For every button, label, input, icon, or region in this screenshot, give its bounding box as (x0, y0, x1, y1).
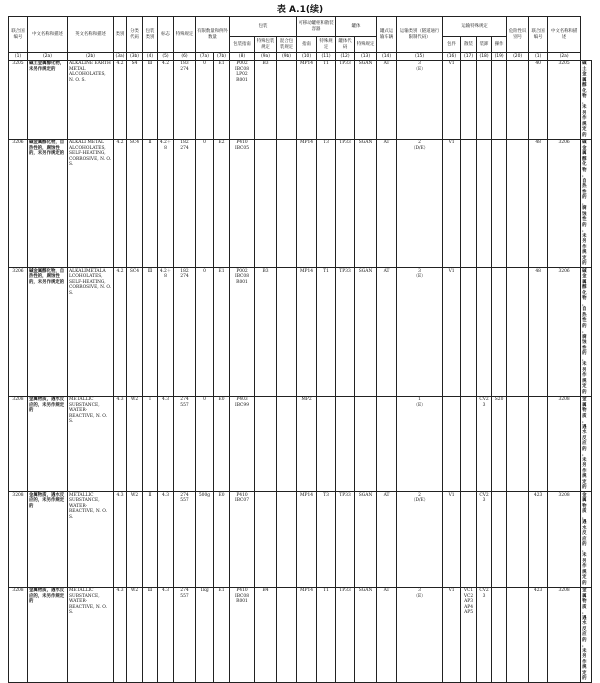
header-tank-vehicle: 罐式运输车辆 (377, 17, 397, 53)
table-cell: SC4 (127, 139, 143, 268)
colnum: (12) (336, 53, 355, 61)
colnum: (15) (397, 53, 443, 61)
colnum: (9b) (277, 53, 297, 61)
table-cell: MP14 (297, 139, 317, 268)
table-cell: 4.2 (114, 60, 127, 139)
table-cell: SC4 (127, 268, 143, 397)
table-cell: AT (377, 60, 397, 139)
table-cell: AT (377, 268, 397, 397)
table-cell: 3208 (9, 396, 28, 492)
table-cell: SGAN (355, 60, 377, 139)
colnum: (13) (355, 53, 377, 61)
table-cell: 金属物质，遇水反应的，未另作规定的 (28, 587, 68, 683)
table-cell: 碱金属醇化物，自热性的，腐蚀性的，未另作规定的 (581, 268, 592, 397)
table-cell: V1 (443, 492, 461, 588)
table-cell (461, 492, 477, 588)
header-packages: 包件 (443, 37, 461, 53)
table-cell: V1 (443, 587, 461, 683)
table-cell: SGAN (355, 268, 377, 397)
table-body (9, 60, 592, 683)
colnum: (7b) (214, 53, 230, 61)
header-portable-special: 特殊规定 (317, 37, 336, 53)
header-class: 类别 (114, 17, 127, 53)
table-cell: 4.2＋8 (158, 139, 174, 268)
table-cell: E0 (214, 492, 230, 588)
table-cell: MP2 (297, 396, 317, 492)
table-cell: 2 （D/E） (397, 139, 443, 268)
table-cell: METALLIC SUBSTANCE, WATER-REACTIVE, N. O. S. (68, 396, 114, 492)
table-cell: 4.3 (114, 492, 127, 588)
table-cell: SGAN (355, 492, 377, 588)
table-cell: 3208 (548, 396, 581, 492)
header-transport-category: 运输类别（隧道通行限制代码） (397, 17, 443, 53)
table-cell (255, 139, 277, 268)
table-cell: T1 (317, 587, 336, 683)
colnum: (7a) (196, 53, 214, 61)
colnum: (16) (443, 53, 461, 61)
table-cell (461, 268, 477, 397)
table-cell: W2 (127, 396, 143, 492)
colnum: (2b) (68, 53, 114, 61)
table-cell (443, 396, 461, 492)
header-tank: 罐体 (336, 17, 377, 37)
table-cell: 4.3 (158, 587, 174, 683)
table-row (9, 492, 592, 588)
table-cell (277, 139, 297, 268)
table-cell (507, 139, 529, 268)
table-row (9, 139, 592, 268)
table-cell: P410 IBC05 (230, 139, 255, 268)
table-cell (355, 396, 377, 492)
table-cell: 423 (529, 587, 548, 683)
table-cell: 1kg (196, 587, 214, 683)
table-cell: 4.2 (158, 60, 174, 139)
table-cell: METALLIC SUBSTANCE, WATER-REACTIVE, N. O. S. (68, 587, 114, 683)
table-cell: E1 (214, 268, 230, 397)
table-cell (277, 587, 297, 683)
table-cell: 0 (196, 60, 214, 139)
colnum: (1) (9, 53, 28, 61)
table-cell: 3206 (548, 139, 581, 268)
table-cell (507, 60, 529, 139)
colnum: (14) (377, 53, 397, 61)
table-cell: V1 (443, 60, 461, 139)
table-cell (317, 396, 336, 492)
table-cell: 3 （E） (397, 268, 443, 397)
table-cell: T1 (317, 60, 336, 139)
table-cell: 3206 (9, 268, 28, 397)
table-cell (507, 268, 529, 397)
table-cell: 1 （E） (397, 396, 443, 492)
table-cell: 3 （E） (397, 60, 443, 139)
table-cell (492, 60, 507, 139)
table-cell: W2 (127, 492, 143, 588)
table-cell: Ⅲ (143, 587, 158, 683)
table-cell (336, 396, 355, 492)
table-cell: 48 (529, 268, 548, 397)
table-cell: E2 (214, 139, 230, 268)
table-cell: T1 (317, 268, 336, 397)
table-cell: 182 274 (174, 139, 196, 268)
table-cell: TP33 (336, 492, 355, 588)
table-cell (277, 492, 297, 588)
table-cell: CV23 (477, 492, 492, 588)
table-cell: 碱金属醇化物，自热性的，腐蚀性的，未另作规定的 (28, 268, 68, 397)
table-cell: 金属物质，遇水反应的，未另作规定的 (28, 492, 68, 588)
colnum: (11) (317, 53, 336, 61)
header-portable-tanks: 可移动罐柜和散装容器 (297, 17, 336, 37)
table-cell: 4.3 (158, 492, 174, 588)
table-row (9, 396, 592, 492)
table-cell: 3208 (9, 492, 28, 588)
table-cell: SGAN (355, 139, 377, 268)
table-cell: AT (377, 587, 397, 683)
table-cell: S4 (127, 60, 143, 139)
table-cell (492, 268, 507, 397)
table-cell: 4.3 (114, 396, 127, 492)
table-cell: 274 557 (174, 492, 196, 588)
table-cell: W2 (127, 587, 143, 683)
table-cell: TP33 (336, 139, 355, 268)
table-cell: 3205 (9, 60, 28, 139)
table-cell: TP33 (336, 268, 355, 397)
table-cell (529, 396, 548, 492)
table-cell: CV23 (477, 587, 492, 683)
table-cell (277, 60, 297, 139)
colnum: (3b) (127, 53, 143, 61)
table-cell: P403 IBC99 (230, 396, 255, 492)
table-cell: P410 IBC08 R001 (230, 587, 255, 683)
table-cell: 182 274 (174, 268, 196, 397)
header-loading: 装卸 (477, 37, 492, 53)
table-cell: 4.2 (114, 139, 127, 268)
table-cell (277, 396, 297, 492)
table-cell: E1 (214, 60, 230, 139)
table-cell: SGAN (355, 587, 377, 683)
table-cell: E1 (214, 587, 230, 683)
header-tank-special: 特殊规定 (355, 37, 377, 53)
table-cell: E0 (214, 396, 230, 492)
colnum: (8) (230, 53, 255, 61)
table-cell (377, 396, 397, 492)
table-cell: METALLIC SUBSTANCE, WATER-REACTIVE, N. O. S. (68, 492, 114, 588)
table-cell: ALKALIMETALA LCOHOLATES, SELF-HEATING, CORROSIVE, N. O. S. (68, 268, 114, 397)
table-cell (492, 139, 507, 268)
colnum: (9a) (255, 53, 277, 61)
header-portable-instruction: 指南 (297, 37, 317, 53)
table-cell: Ⅱ (143, 492, 158, 588)
table-cell: 40 (529, 60, 548, 139)
header-operation: 操作 (492, 37, 507, 53)
table-cell: 4.3 (158, 396, 174, 492)
table-row (9, 60, 592, 139)
table-cell: 金属物质，遇水反应的，未另作规定的 (581, 396, 592, 492)
table-cell: TP33 (336, 587, 355, 683)
header-mixed-packing: 混合包装规定 (277, 37, 297, 53)
table-cell (461, 139, 477, 268)
table-cell (492, 492, 507, 588)
colnum: (2a) (548, 53, 581, 61)
colnum: (2a) (28, 53, 68, 61)
table-cell: 500g (196, 492, 214, 588)
table-cell: MP14 (297, 60, 317, 139)
header-pack-special: 特殊包装规定 (255, 37, 277, 53)
table-cell (507, 587, 529, 683)
colnum: (3a) (114, 53, 127, 61)
table-cell: 4.2 (114, 268, 127, 397)
table-cell: Ⅰ (143, 396, 158, 492)
table-cell: 金属物质，遇水反应的，未另作规定的 (581, 492, 592, 588)
table-cell: 423 (529, 492, 548, 588)
table-cell: CV23 (477, 396, 492, 492)
table-cell: 碱土金属醇化物，未另作规定的 (581, 60, 592, 139)
table-cell: 3208 (548, 587, 581, 683)
table-cell: 48 (529, 139, 548, 268)
table-cell: MP14 (297, 587, 317, 683)
table-cell: T3 (317, 139, 336, 268)
table-cell: 2 （D/E） (397, 492, 443, 588)
table-cell (461, 396, 477, 492)
colnum: (1) (529, 53, 548, 61)
table-cell: 274 557 (174, 396, 196, 492)
header-un: 联合国编号 (9, 17, 28, 53)
colnum: (10) (297, 53, 317, 61)
table-cell: 碱金属醇化物，自热性的，腐蚀性的，未另作规定的 (28, 139, 68, 268)
table-cell: V1 (443, 268, 461, 397)
colnum: (17) (461, 53, 477, 61)
header-label: 标志 (158, 17, 174, 53)
table-cell: 0 (196, 396, 214, 492)
table-cell: 183 274 (174, 60, 196, 139)
table-cell: 0 (196, 268, 214, 397)
header-limited-excepted: 有限数量和例外数量 (196, 17, 230, 53)
table-cell (477, 60, 492, 139)
table-cell: B4 (255, 587, 277, 683)
table-cell: AT (377, 492, 397, 588)
table-cell: 0 (196, 139, 214, 268)
dangerous-goods-table (8, 16, 592, 683)
header-en-name: 英文名称和描述 (68, 17, 114, 53)
table-cell: Ⅲ (143, 268, 158, 397)
table-cell: VC1 VC2 AP3 AP4 AP5 (461, 587, 477, 683)
colnum: (20) (507, 53, 529, 61)
table-cell: ALKALI METAL ALCOHOLATES, SELF-HEATING, CORROSIVE, N. O. S. (68, 139, 114, 268)
table-cell: 3 （E） (397, 587, 443, 683)
header-packing-group: 包装类别 (143, 17, 158, 53)
table-cell: AT (377, 139, 397, 268)
table-cell: 4.2＋8 (158, 268, 174, 397)
table-cell (492, 587, 507, 683)
colnum: (5) (158, 53, 174, 61)
table-cell (255, 492, 277, 588)
table-cell: 3205 (548, 60, 581, 139)
table-cell (255, 396, 277, 492)
table-cell: B3 (255, 60, 277, 139)
table-cell: ALKALINE EARTH METAL ALCOHOLATES, N. O. S. (68, 60, 114, 139)
table-row (9, 268, 592, 397)
table-cell: 金属物质，遇水反应的，未另作规定的 (581, 587, 592, 683)
colnum: (4) (143, 53, 158, 61)
table-cell: MP14 (297, 492, 317, 588)
colnum: (19) (492, 53, 507, 61)
table-cell: B3 (255, 268, 277, 397)
table-cell: Ⅲ (143, 60, 158, 139)
table-cell: 碱土金属醇化物，未另作规定的 (28, 60, 68, 139)
table-cell: 碱金属醇化物，自热性的，腐蚀性的，未另作规定的 (581, 139, 592, 268)
table-cell: 3206 (548, 268, 581, 397)
table-cell (477, 139, 492, 268)
header-hazard-id: 危险性识别号 (507, 17, 529, 53)
table-cell: 4.3 (114, 587, 127, 683)
table-cell: P002 IBC08 LP02 R001 (230, 60, 255, 139)
header-un-2: 联合国编号 (529, 17, 548, 53)
header-special-transport: 运输特殊规定 (443, 17, 507, 37)
table-cell: 3208 (9, 587, 28, 683)
table-cell (507, 492, 529, 588)
table-row (9, 587, 592, 683)
table-cell: P002 IBC08 R001 (230, 268, 255, 397)
table-cell: Ⅱ (143, 139, 158, 268)
table-cell: 3208 (548, 492, 581, 588)
header-tank-code: 罐体代码 (336, 37, 355, 53)
table-cell (461, 60, 477, 139)
colnum: (18) (477, 53, 492, 61)
header-cn-name-2: 中文名称和描述 (548, 17, 581, 53)
table-cell: 274 557 (174, 587, 196, 683)
table-title: 表 A.1(续) (276, 5, 324, 15)
colnum: (6) (174, 53, 196, 61)
table-cell: P410 IBC07 (230, 492, 255, 588)
table-cell: V1 (443, 139, 461, 268)
table-cell: MP14 (297, 268, 317, 397)
header-packaging: 包装 (230, 17, 297, 37)
table-cell: TP33 (336, 60, 355, 139)
header-bulk: 散装 (461, 37, 477, 53)
header-class-code: 分类代码 (127, 17, 143, 53)
table-cell (507, 396, 529, 492)
table-cell: T3 (317, 492, 336, 588)
table-cell: 金属物质，遇水反应的，未另作规定的 (28, 396, 68, 492)
table-cell: 3206 (9, 139, 28, 268)
table-cell: S20 (492, 396, 507, 492)
header-cn-name: 中文名称和描述 (28, 17, 68, 53)
header-pack-instruction: 包装指南 (230, 37, 255, 53)
table-cell (277, 268, 297, 397)
header-special-provisions: 特殊规定 (174, 17, 196, 53)
table-cell (477, 268, 492, 397)
